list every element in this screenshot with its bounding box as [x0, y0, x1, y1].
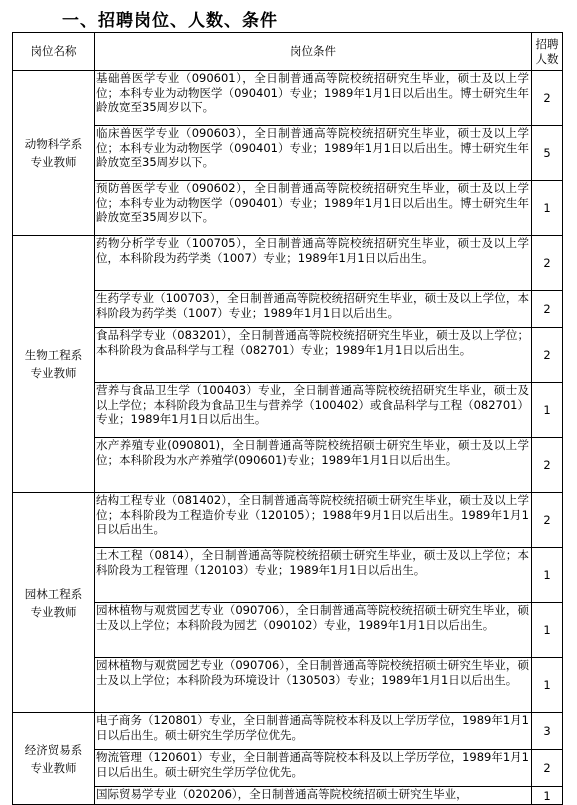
condition-cell: 食品科学专业（083201），全日制普通高等院校统招研究生毕业，硕士及以上学位；本科阶段为食品科学与工程（082701）专业；1989年1月1日以后出生。: [95, 328, 532, 383]
group-landscape-engineering: 园林工程系 专业教师: [13, 493, 95, 713]
count-cell: 1: [532, 548, 563, 603]
condition-cell: 水产养殖专业(090801)，全日制普通高等院校统招硕士研究生毕业，硕士及以上学位；本科阶段为水产养殖学(090601)专业；1989年1月1日以后出生。: [95, 438, 532, 493]
table-row: [13, 438, 563, 493]
recruitment-table: [12, 32, 563, 805]
header-position: 岗位名称: [13, 33, 95, 71]
table-row: [13, 236, 563, 291]
table-row: [13, 603, 563, 658]
table-row: [13, 658, 563, 713]
count-cell: 2: [532, 438, 563, 493]
count-cell: 2: [532, 750, 563, 787]
count-cell: 2: [532, 291, 563, 328]
header-count: 招聘 人数: [532, 33, 563, 71]
condition-cell: 临床兽医学专业（090603），全日制普通高等院校统招研究生毕业，硕士及以上学位；本科专业为动物医学（090401）专业；1989年1月1日以后出生。博士研究生年龄放宽至35周岁以下。: [95, 126, 532, 181]
condition-cell: 园林植物与观赏园艺专业（090706），全日制普通高等院校统招硕士研究生毕业，硕士及以上学位；本科阶段为园艺（090102）专业，1989年1月1日以后出生。: [95, 603, 532, 658]
condition-cell: 药物分析学专业（100705），全日制普通高等院校统招研究生毕业，硕士及以上学位，本科阶段为药学类（1007）专业；1989年1月1日以后出生。: [95, 236, 532, 291]
count-cell: 2: [532, 493, 563, 548]
table-header-row: [13, 33, 563, 71]
count-cell: 1: [532, 383, 563, 438]
table-row: [13, 71, 563, 126]
table-row: [13, 383, 563, 438]
condition-cell: 基础兽医学专业（090601），全日制普通高等院校统招研究生毕业，硕士及以上学位；本科专业为动物医学（090401）专业；1989年1月1日以后出生。博士研究生年龄放宽至35周岁以下。: [95, 71, 532, 126]
count-cell: 5: [532, 126, 563, 181]
header-conditions: 岗位条件: [95, 33, 532, 71]
condition-cell: 生药学专业（100703），全日制普通高等院校统招研究生毕业，硕士及以上学位，本科阶段为药学类（1007）专业；1989年1月1日以后出生。: [95, 291, 532, 328]
count-cell: 1: [532, 658, 563, 713]
count-cell: 2: [532, 71, 563, 126]
table-row: [13, 787, 563, 805]
count-cell: 1: [532, 787, 563, 805]
count-cell: 3: [532, 713, 563, 750]
condition-cell: 土木工程（0814），全日制普通高等院校统招硕士研究生毕业，硕士及以上学位；本科阶段为工程管理（120103）专业；1989年1月1日以后出生。: [95, 548, 532, 603]
count-cell: 1: [532, 603, 563, 658]
group-bioengineering: 生物工程系 专业教师: [13, 236, 95, 493]
condition-cell: 园林植物与观赏园艺专业（090706），全日制普通高等院校统招硕士研究生毕业，硕士及以上学位；本科阶段为环境设计（130503）专业；1989年1月1日以后出生。: [95, 658, 532, 713]
group-animal-science: 动物科学系 专业教师: [13, 71, 95, 236]
group-economics-trade: 经济贸易系 专业教师: [13, 713, 95, 805]
condition-cell: 营养与食品卫生学（100403）专业，全日制普通高等院校统招研究生毕业，硕士及以上学位；本科阶段为食品卫生与营养学（100402）或食品科学与工程（082701）专业；1989年1月1日以后出生。: [95, 383, 532, 438]
condition-cell: 物流管理（120601）专业，全日制普通高等院校本科及以上学历学位，1989年1月1日以后出生。硕士研究生学历学位优先。: [95, 750, 532, 787]
count-cell: 2: [532, 328, 563, 383]
table-row: [13, 750, 563, 787]
condition-cell: 国际贸易学专业（020206），全日制普通高等院校统招硕士研究生毕业，: [95, 787, 532, 805]
table-row: [13, 181, 563, 236]
table-row: [13, 328, 563, 383]
table-row: [13, 713, 563, 750]
table-row: [13, 548, 563, 603]
count-cell: 2: [532, 236, 563, 291]
table-row: [13, 126, 563, 181]
count-cell: 1: [532, 181, 563, 236]
section-heading: 一、招聘岗位、人数、条件: [62, 11, 278, 31]
condition-cell: 结构工程专业（081402），全日制普通高等院校统招硕士研究生毕业，硕士及以上学位；本科阶段为工程造价专业（120105）；1988年9月1日以后出生。1989年1月1日以后出生。: [95, 493, 532, 548]
condition-cell: 预防兽医学专业（090602），全日制普通高等院校统招研究生毕业，硕士及以上学位；本科专业为动物医学（090401）专业；1989年1月1日以后出生。博士研究生年龄放宽至35周岁以下。: [95, 181, 532, 236]
table-row: [13, 291, 563, 328]
condition-cell: 电子商务（120801）专业，全日制普通高等院校本科及以上学历学位，1989年1月1日以后出生。硕士研究生学历学位优先。: [95, 713, 532, 750]
table-row: [13, 493, 563, 548]
